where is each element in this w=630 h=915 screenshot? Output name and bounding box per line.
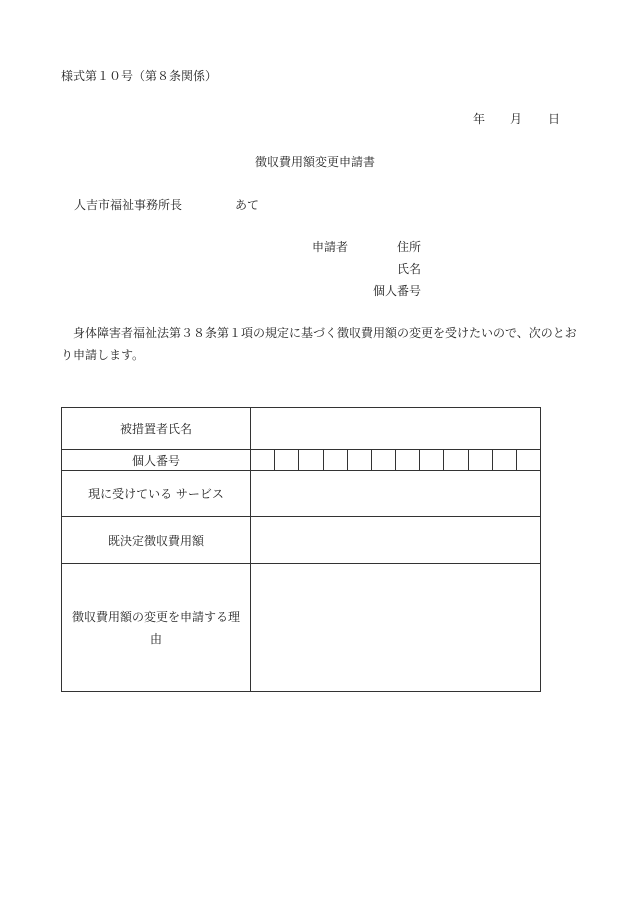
mynumber-digit-box[interactable] — [299, 450, 323, 470]
reason-label-cell — [62, 564, 251, 692]
mynumber-digit-box[interactable] — [493, 450, 517, 470]
mynumber-field[interactable] — [251, 450, 541, 471]
form-number: 様式第１０号（第８条関係） — [61, 69, 218, 83]
addressee-suffix: あて — [235, 198, 260, 212]
addressee-name: 人吉市福祉事務所長 — [74, 198, 183, 212]
application-body-text: 身体障害者福祉法第３８条第１項の規定に基づく徴収費用額の変更を受けたいので、次のとおり申請します。 — [61, 326, 577, 362]
mynumber-digit-box[interactable] — [469, 450, 493, 470]
table-row-reason — [62, 564, 541, 692]
mynumber-digit-box[interactable] — [251, 450, 275, 470]
mynumber-digit-boxes — [251, 450, 540, 470]
applicant-name-label: 氏名 — [397, 262, 422, 276]
table-row-subject-name — [62, 408, 541, 450]
mynumber-digit-box[interactable] — [517, 450, 540, 470]
decided-amount-field[interactable] — [251, 517, 541, 564]
table-row-current-service — [62, 471, 541, 517]
applicant-address-label: 住所 — [397, 240, 422, 254]
date-month-label: 月 — [510, 112, 523, 126]
table-row-decided-amount — [62, 517, 541, 564]
mynumber-digit-box[interactable] — [396, 450, 420, 470]
mynumber-digit-box[interactable] — [324, 450, 348, 470]
decided-amount-label: 既決定徴収費用額 — [62, 517, 251, 564]
subject-name-field[interactable] — [251, 408, 541, 450]
subject-name-label: 被措置者氏名 — [62, 408, 251, 450]
applicant-mynumber-label: 個人番号 — [373, 284, 422, 298]
current-service-field[interactable] — [251, 471, 541, 517]
applicant-label: 申請者 — [312, 240, 349, 254]
mynumber-label: 個人番号 — [62, 450, 251, 471]
mynumber-digit-box[interactable] — [275, 450, 299, 470]
mynumber-digit-box[interactable] — [420, 450, 444, 470]
reason-label: 徴収費用額の変更を申請する理由 — [71, 609, 240, 646]
application-table — [61, 407, 541, 692]
date-day-label: 日 — [548, 112, 561, 126]
mynumber-digit-box[interactable] — [348, 450, 372, 470]
table-row-mynumber — [62, 450, 541, 471]
reason-field[interactable] — [251, 564, 541, 692]
current-service-label: 現に受けている サービス — [62, 471, 251, 517]
mynumber-digit-box[interactable] — [444, 450, 468, 470]
date-year-label: 年 — [473, 112, 486, 126]
mynumber-digit-box[interactable] — [372, 450, 396, 470]
document-title: 徴収費用額変更申請書 — [255, 155, 376, 169]
